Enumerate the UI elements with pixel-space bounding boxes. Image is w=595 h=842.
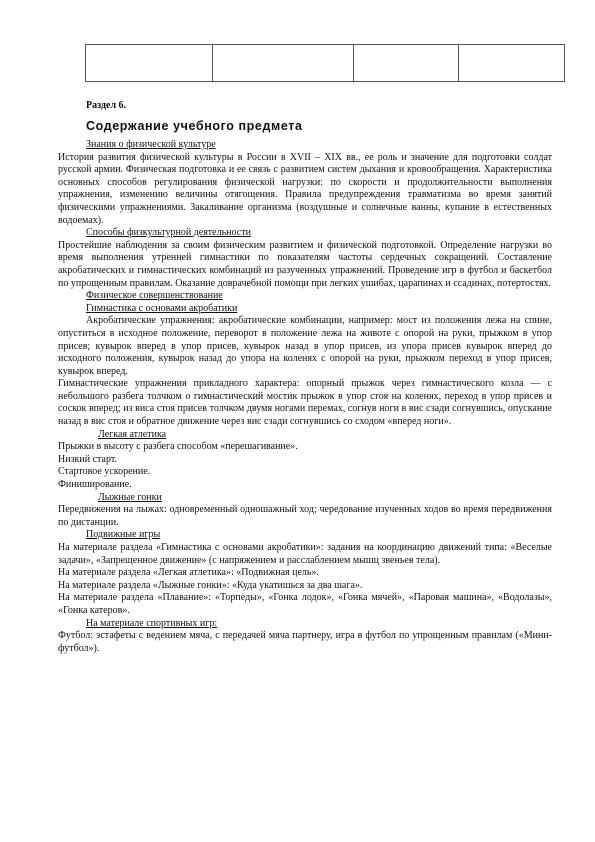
paragraph-sport-games: Футбол: эстафеты с ведением мяча, с передачей мяча партнеру, игра в футбол по упрощенным правилам («Мини-футбол»). (58, 630, 552, 654)
paragraph-games-3: На материале раздела «Лыжные гонки»: «Куда укатишься за два шага». (58, 579, 363, 591)
document-content (58, 100, 552, 655)
paragraph-gymnastics: Гимнастические упражнения прикладного характера: опорный прыжок через гимнастического козла — с небольшого разбега толчком о гимнастический мостик прыжок в упор стоя на коленях, переход в упор присев и соскок вперед; из виса стоя присев толчком двумя ногами перемах, согнув ноги в вис сзади согнувшись, опускание назад в вис стоя и обратное движение через вис сзади согнувшись со сходом «вперед ноги». (58, 378, 552, 428)
table-cell (213, 45, 354, 82)
paragraph-knowledge: История развития физической культуры в России в XVII – XIX вв., ее роль и значение для подготовки солдат русской армии. Физическая подготовка и ее связь с развитием систем дыхания и кровообращения. Характеристика основных способов регулирования физической нагрузки: по скорости и продолжительности выполнения упражнения, изменению величины отягощения. Правила предупреждения травматизма во время занятий физическими упражнениями. Закаливание организма (воздушные и солнечные ванны, купание в естественных водоемах). (58, 151, 552, 226)
table-row (86, 45, 565, 82)
table-cell (86, 45, 213, 82)
subject-title: Содержание учебного предмета (86, 119, 303, 133)
table-cell (354, 45, 459, 82)
heading-methods: Способы физкультурной деятельности (86, 227, 251, 239)
table-cell (459, 45, 565, 82)
heading-athletics: Легкая атлетика (98, 428, 167, 440)
athletics-line: Прыжки в высоту с разбега способом «перешагивание». (58, 441, 298, 453)
heading-games: Подвижные игры (86, 529, 161, 541)
header-table (85, 44, 565, 82)
paragraph-games-2: На материале раздела «Легкая атлетика»: «Подвижная цель». (58, 567, 319, 579)
heading-skiing: Лыжные гонки (98, 491, 162, 503)
heading-knowledge: Знания о физической культуре (86, 139, 216, 150)
heading-improvement: Физическое совершенствование (86, 290, 223, 302)
athletics-line: Финиширование. (58, 479, 132, 491)
athletics-line: Стартовое ускорение. (58, 466, 151, 478)
paragraph-games-1: На материале раздела «Гимнастика с основами акробатики»: задания на координацию движений типа: «Веселые задачи», «Запрещенное движение» (с напряжением и расслаблением мышц звеньев тела). (58, 542, 552, 566)
paragraph-acrobatics: Акробатические упражнения: акробатические комбинации, например: мост из положения лежа на спине, опуститься в исходное положение, переворот в положение лежа на животе с опорой на руки, прыжком в упор присев; кувырок вперед в упор присев, кувырок назад в упор присев, из упора присев кувырок вперед до исходного положения, кувырок назад до упора на коленях с опорой на руки, прыжком переход в упор присев, кувырок вперед. (58, 315, 552, 377)
paragraph-games-4: На материале раздела «Плавание»: «Торпеды», «Гонка лодок», «Гонка мячей», «Паровая машина», «Водолазы», «Гонка катеров». (58, 592, 552, 616)
heading-sport-games: На материале спортивных игр: (86, 617, 218, 629)
section-label: Раздел 6. (86, 100, 127, 111)
paragraph-skiing: Передвижения на лыжах: одновременный одношажный ход; чередование изученных ходов во время передвижения по дистанции. (58, 504, 552, 528)
paragraph-methods: Простейшие наблюдения за своим физическим развитием и физической подготовкой. Определение нагрузки во время выполнения утренней гимнастики по показателям частоты сердечных сокращений. Составление акробатических и гимнастических комбинаций из разученных упражнений. Проведение игр в футбол и баскетбол по упрощенным правилам. Оказание доврачебной помощи при легких ушибах, царапинах и ссадинах, потертостях. (58, 239, 552, 289)
athletics-line: Низкий старт. (58, 453, 117, 465)
subheading-gymnastics: Гимнастика с основами акробатики (86, 302, 238, 314)
